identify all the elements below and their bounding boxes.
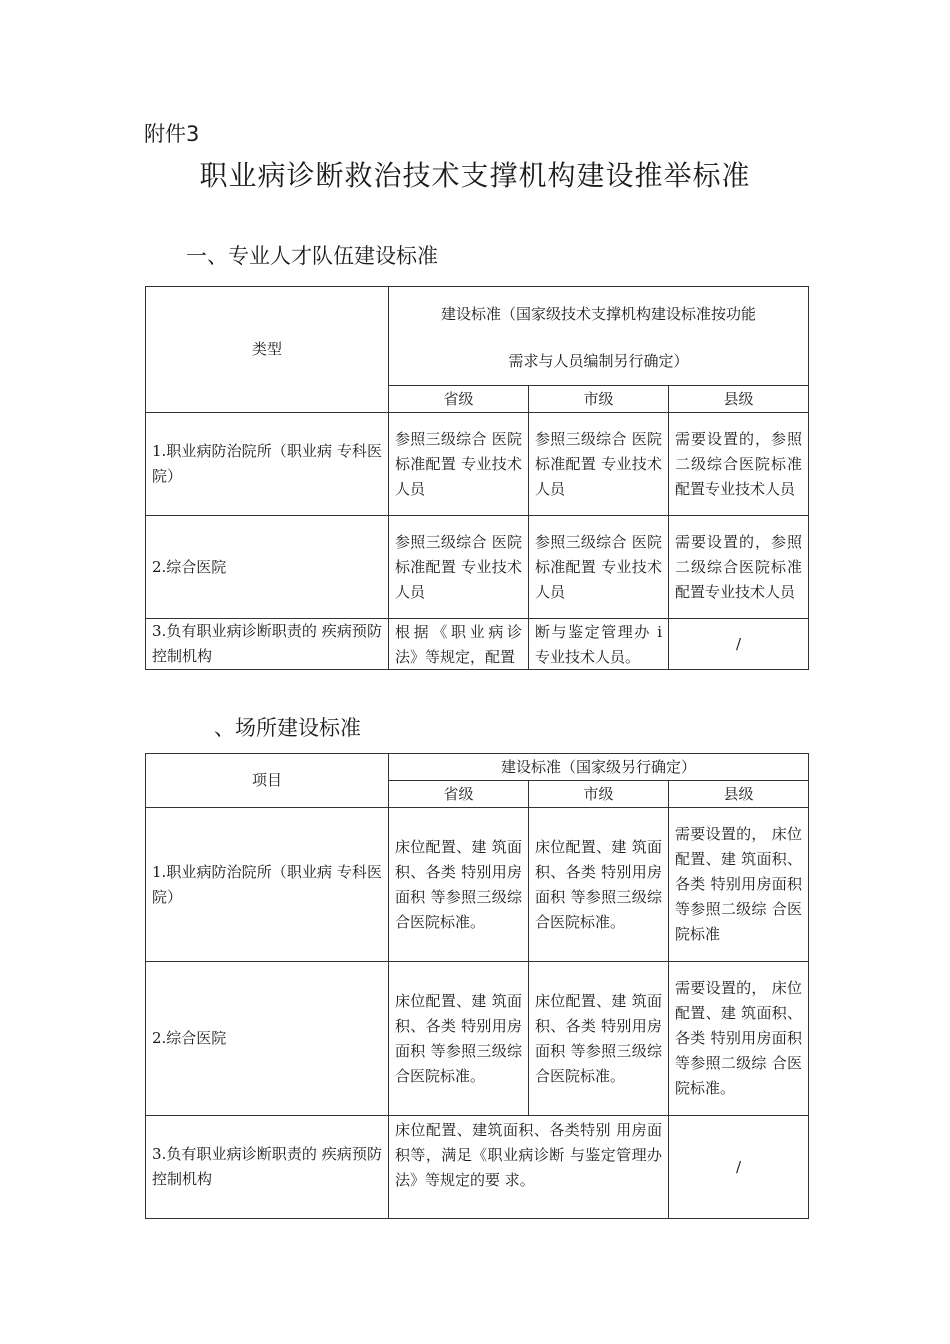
level-province: 省级 [389, 386, 529, 413]
section1-heading: 一、专业人才队伍建设标准 [186, 244, 438, 268]
cell-province: 参照三级综合 医院标准配置 专业技术人员 [389, 413, 529, 516]
cell-county: / [669, 619, 809, 670]
row-type: 1.职业病防治院所（职业病 专科医院） [146, 413, 389, 516]
cell-county: 需要设置的，参照二级综合医院标准配置专业技术人员 [669, 516, 809, 619]
cell-city: 参照三级综合 医院标准配置 专业技术人员 [529, 516, 669, 619]
cell-county: 需要设置的，参照二级综合医院标准配置专业技术人员 [669, 413, 809, 516]
standard-header: 建设标准（国家级另行确定） [389, 754, 809, 781]
cell-city [529, 619, 669, 670]
row-type: 1.职业病防治院所（职业病 专科医院） [146, 808, 389, 962]
level-county: 县级 [669, 386, 809, 413]
level-province: 省级 [389, 781, 529, 808]
row-type: 3.负有职业病诊断职责的 疾病预防控制机构 [146, 619, 389, 670]
row-type: 2.综合医院 [146, 516, 389, 619]
standard-header-line1: 建设标准（国家级技术支撑机构建设标准按功能 [441, 305, 757, 323]
cell-province-text: 根据《职业病诊法》等规定，配置 [395, 623, 522, 666]
section2-heading: 、场所建设标准 [214, 716, 361, 740]
cell-city-text: 断与鉴定管理办 i专业技术人员。 [535, 623, 662, 666]
row-type: 3.负有职业病诊断职责的 疾病预防控制机构 [146, 1116, 389, 1219]
level-city: 市级 [529, 386, 669, 413]
cell-city: 床位配置、建 筑面积、各类 特别用房面积 等参照三级综 合医院标准。 [529, 962, 669, 1116]
cell-province: 参照三级综合 医院标准配置 专业技术人员 [389, 516, 529, 619]
cell-province-city: 床位配置、建筑面积、各类特别 用房面积等，满足《职业病诊断 与鉴定管理办法》等规定的要 求。 [389, 1116, 669, 1219]
standard-header-line2: 需求与人员编制另行确定） [508, 352, 689, 370]
cell-city: 参照三级综合 医院标准配置 专业技术人员 [529, 413, 669, 516]
personnel-standard-table [145, 286, 809, 670]
type-header: 类型 [146, 287, 389, 413]
standard-header [389, 287, 809, 386]
attachment-label: 附件3 [144, 122, 200, 146]
cell-city: 床位配置、建 筑面积、各类 特别用房面积 等参照三级综 合医院标准。 [529, 808, 669, 962]
cell-province [389, 619, 529, 670]
level-county: 县级 [669, 781, 809, 808]
cell-province: 床位配置、建 筑面积、各类 特别用房面积 等参照三级综 合医院标准。 [389, 962, 529, 1116]
facility-standard-table [145, 753, 809, 1219]
cell-county: 需要设置的， 床位配置、建 筑面积、各类 特别用房面积 等参照二级综 合医院标准。 [669, 962, 809, 1116]
level-city: 市级 [529, 781, 669, 808]
cell-province: 床位配置、建 筑面积、各类 特别用房面积 等参照三级综 合医院标准。 [389, 808, 529, 962]
cell-county: / [669, 1116, 809, 1219]
item-header: 项目 [146, 754, 389, 808]
row-type: 2.综合医院 [146, 962, 389, 1116]
document-title: 职业病诊断救治技术支撑机构建设推举标准 [199, 159, 751, 192]
cell-county: 需要设置的， 床位配置、建 筑面积、各类 特别用房面积 等参照二级综 合医院标准 [669, 808, 809, 962]
